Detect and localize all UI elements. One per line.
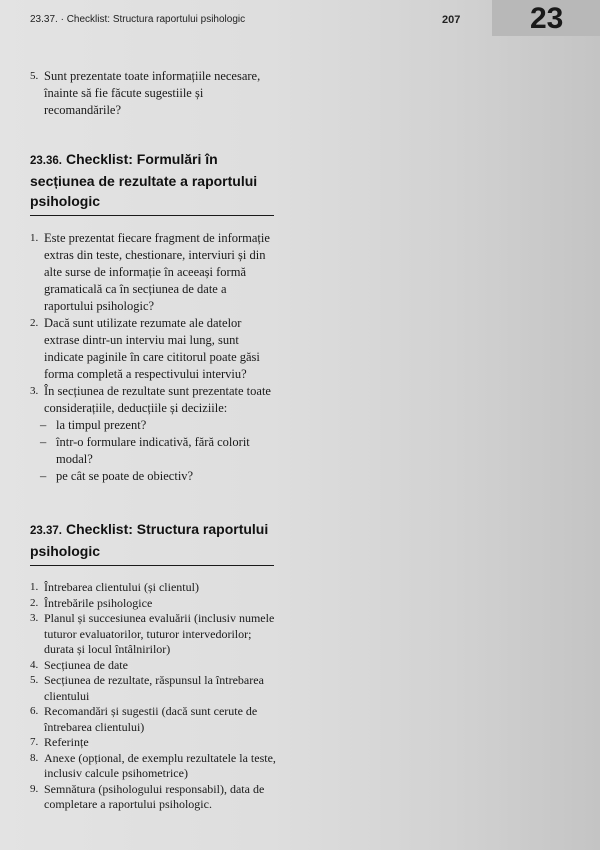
item-text: Secțiunea de rezultate, răspunsul la întrebarea clientului [44, 673, 264, 703]
item-text: Secțiunea de date [44, 657, 128, 672]
sub-item-text: într-o formulare indicativă, fără colorit modal? [56, 435, 250, 466]
list-item [30, 230, 278, 315]
list-item [30, 315, 278, 383]
section-23-37 [30, 519, 278, 813]
chapter-number: 23 [530, 2, 564, 35]
page-content [30, 68, 278, 813]
item-number: 8. [30, 751, 39, 764]
list-item [30, 673, 278, 704]
item-text: Dacă sunt utilizate rezumate ale datelor extrase dintr-un interviu mai lung, sunt indicate paginile în care cititorul poate găsi forma completă a respectivului interviu? [44, 316, 260, 381]
sub-item-text: pe cât se poate de obiectiv? [56, 469, 194, 483]
item-number: 9. [30, 782, 39, 795]
item-text: Întrebarea clientului (și clientul) [44, 580, 199, 594]
title-rule [30, 565, 274, 566]
item-number: 5. [30, 70, 39, 82]
item-number: 1. [30, 232, 39, 244]
running-head: 23.37. · Checklist: Structura raportului psihologic [30, 14, 246, 25]
item-number: 4. [30, 658, 39, 671]
item-text: Semnătura (psihologului responsabil), data de completare a raportului psihologic. [44, 781, 265, 811]
section-title [30, 519, 278, 561]
item-number: 2. [30, 596, 39, 609]
list-item [30, 658, 278, 674]
list-item [30, 782, 278, 813]
item-number: 2. [30, 317, 39, 329]
item-text: Întrebările psihologice [44, 595, 153, 610]
list-item [30, 751, 278, 782]
sub-item-text: la timpul prezent? [56, 418, 147, 432]
list-item [30, 383, 278, 417]
section-title-text: Checklist: Formulări în secțiunea de rezultate a raportului psihologic [30, 151, 258, 209]
item-number: 3. [30, 385, 39, 397]
item-number: 1. [30, 581, 39, 593]
checklist [30, 580, 278, 813]
item-number: 3. [30, 612, 39, 624]
sub-list-item [30, 434, 278, 468]
list-item [30, 704, 278, 735]
page-header [0, 0, 600, 38]
item-text: Planul și succesiunea evaluării (inclusiv numele tuturor evaluatorilor, tuturor intervedorilor; durata și locul întâlnirilor) [44, 611, 275, 656]
section-23-36 [30, 149, 278, 485]
list-item [30, 68, 278, 119]
item-text: Sunt prezentate toate informațiile necesare, înainte să fie făcute sugestiile și recomandările? [44, 69, 261, 117]
item-text: Referințe [44, 735, 89, 749]
list-item [30, 611, 278, 658]
list-item [30, 596, 278, 612]
section-number: 23.37. [30, 525, 62, 537]
title-rule [30, 215, 274, 216]
dash-bullet: – [40, 469, 47, 483]
item-number: 7. [30, 736, 39, 748]
item-text: Recomandări și sugestii (dacă sunt cerute de întrebarea clientului) [44, 704, 258, 734]
dash-bullet: – [40, 435, 47, 449]
section-title [30, 149, 278, 211]
sub-list-item [30, 417, 278, 434]
item-text: Este prezentat fiecare fragment de informație extras din teste, chestionare, interviuri și din alte surse de informație în aceeași formă gramaticală ca în secțiunea de date a raportului psihologic? [44, 231, 270, 313]
item-number: 5. [30, 674, 39, 686]
list-item [30, 580, 278, 596]
sub-list-item [30, 468, 278, 485]
dash-bullet: – [40, 418, 47, 432]
item-number: 6. [30, 705, 39, 717]
page-number: 207 [442, 14, 461, 26]
item-text: Anexe (opțional, de exemplu rezultatele la teste, inclusiv calcule psihometrice) [44, 750, 276, 780]
item-text: În secțiunea de rezultate sunt prezentate toate considerațiile, deducțiile și deciziile: [44, 384, 271, 415]
section-number: 23.36. [30, 155, 62, 167]
section-title-text: Checklist: Structura raportului psihologic [30, 521, 269, 559]
list-item [30, 735, 278, 751]
